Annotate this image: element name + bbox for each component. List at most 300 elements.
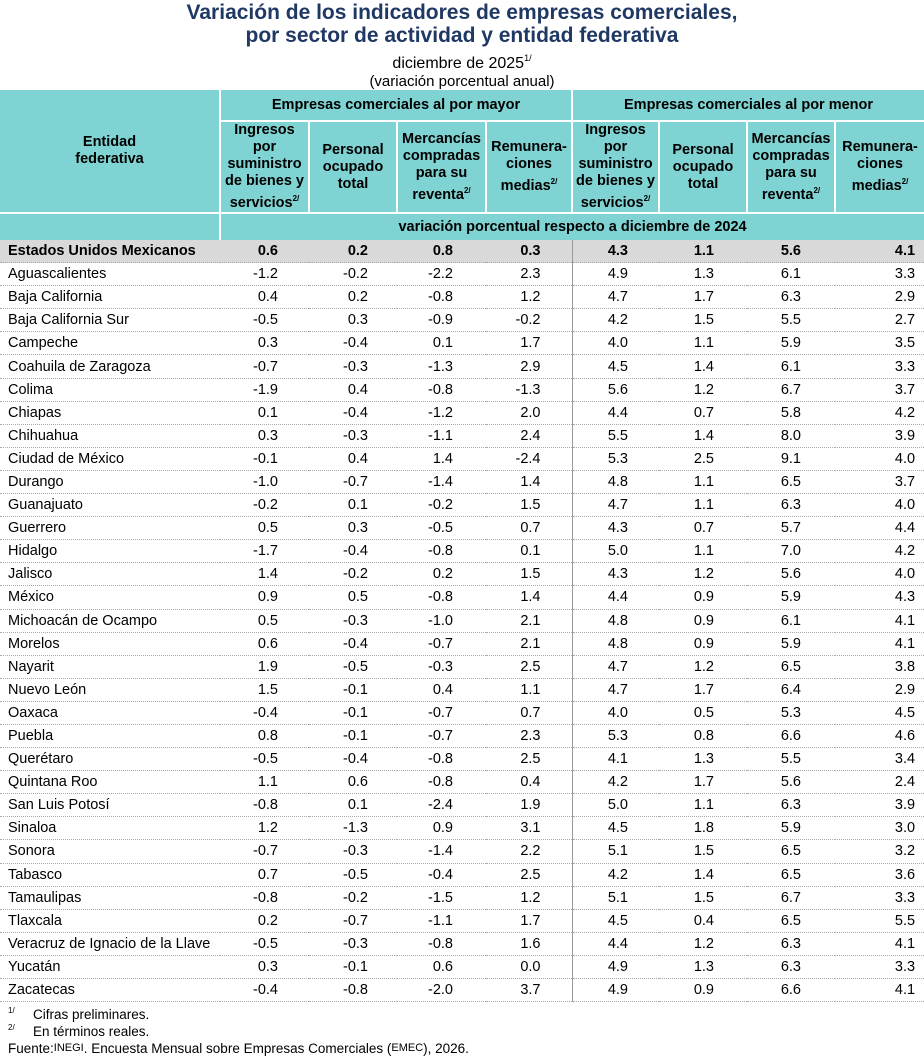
value-cell: 5.3 [572, 724, 659, 747]
value-cell: 0.0 [486, 955, 572, 978]
value-cell: -0.9 [397, 309, 486, 332]
value-cell: 6.1 [747, 609, 835, 632]
value-cell: 1.5 [486, 563, 572, 586]
value-cell: 2.5 [486, 748, 572, 771]
table-row [0, 378, 924, 401]
value-cell: -1.0 [397, 609, 486, 632]
value-cell: 1.7 [486, 909, 572, 932]
value-cell: 2.0 [486, 401, 572, 424]
entity-name: Baja California Sur [0, 309, 220, 332]
value-cell: 0.6 [309, 771, 397, 794]
value-cell: -1.0 [220, 470, 309, 493]
value-cell: 4.1 [572, 748, 659, 771]
value-cell: 5.6 [747, 240, 835, 263]
source-text-b: ), 2026. [423, 1041, 469, 1057]
value-cell: 4.4 [572, 401, 659, 424]
value-cell: 2.1 [486, 632, 572, 655]
value-cell: 0.4 [659, 909, 747, 932]
entity-name: Coahuila de Zaragoza [0, 355, 220, 378]
value-cell: 2.7 [835, 309, 924, 332]
value-cell: 1.1 [659, 240, 747, 263]
value-cell: 4.4 [572, 932, 659, 955]
value-cell: 4.1 [835, 932, 924, 955]
value-cell: 0.2 [397, 563, 486, 586]
value-cell: 0.2 [309, 286, 397, 309]
value-cell: 4.2 [835, 540, 924, 563]
value-cell: 5.5 [747, 309, 835, 332]
value-cell: 6.6 [747, 979, 835, 1002]
value-cell: 5.5 [835, 909, 924, 932]
table-row [0, 401, 924, 424]
value-cell: 0.1 [486, 540, 572, 563]
footnote-1 [8, 1006, 924, 1023]
value-cell: 4.6 [835, 724, 924, 747]
value-cell: 2.5 [486, 655, 572, 678]
entity-name: Guanajuato [0, 494, 220, 517]
value-cell: 4.3 [572, 240, 659, 263]
value-cell: 1.1 [659, 494, 747, 517]
value-cell: -2.4 [397, 794, 486, 817]
table-row [0, 932, 924, 955]
entity-name: Ciudad de México [0, 447, 220, 470]
value-cell: 1.4 [659, 355, 747, 378]
value-cell: 0.2 [309, 240, 397, 263]
value-cell: 5.5 [747, 748, 835, 771]
entity-name: Yucatán [0, 955, 220, 978]
value-cell: -0.8 [220, 794, 309, 817]
value-cell: 0.1 [220, 401, 309, 424]
value-cell: 3.3 [835, 263, 924, 286]
value-cell: 4.1 [835, 979, 924, 1002]
table-row [0, 771, 924, 794]
variation-label: variación porcentual respecto a diciembre de 2024 [220, 213, 924, 240]
value-cell: 7.0 [747, 540, 835, 563]
value-cell: -0.7 [309, 909, 397, 932]
value-cell: 0.9 [659, 979, 747, 1002]
value-cell: -0.4 [220, 979, 309, 1002]
value-cell: 4.2 [835, 401, 924, 424]
source-abbrev: EMEC [391, 1042, 424, 1055]
source-text-a: . Encuesta Mensual sobre Empresas Comerciales ( [83, 1041, 392, 1057]
value-cell: 0.7 [486, 701, 572, 724]
value-cell: 3.9 [835, 424, 924, 447]
value-cell: 6.7 [747, 886, 835, 909]
value-cell: -0.8 [220, 886, 309, 909]
entity-name: Estados Unidos Mexicanos [0, 240, 220, 263]
value-cell: -0.2 [397, 494, 486, 517]
table-row [0, 309, 924, 332]
value-cell: 4.3 [572, 517, 659, 540]
value-cell: 4.5 [572, 909, 659, 932]
value-cell: 2.5 [486, 863, 572, 886]
value-cell: 4.0 [572, 332, 659, 355]
source-note [8, 1040, 924, 1057]
value-cell: 1.7 [659, 678, 747, 701]
value-cell: 0.4 [397, 678, 486, 701]
value-cell: 4.9 [572, 979, 659, 1002]
value-cell: 6.3 [747, 794, 835, 817]
value-cell: 5.9 [747, 632, 835, 655]
value-cell: 3.2 [835, 840, 924, 863]
value-cell: 3.1 [486, 817, 572, 840]
entity-name: Durango [0, 470, 220, 493]
subtitle-text: diciembre de 2025 [392, 55, 525, 72]
value-cell: 3.6 [835, 863, 924, 886]
entity-name: Quintana Roo [0, 771, 220, 794]
col-remuneraciones-mayor: Remunera-ciones medias$^{2/}$ [486, 121, 572, 213]
value-cell: 6.5 [747, 863, 835, 886]
value-cell: -0.4 [309, 401, 397, 424]
table-row [0, 447, 924, 470]
value-cell: 3.3 [835, 955, 924, 978]
value-cell: 0.5 [659, 701, 747, 724]
value-cell: 5.1 [572, 886, 659, 909]
value-cell: -0.8 [397, 286, 486, 309]
value-cell: 0.9 [659, 609, 747, 632]
source-org: INEGI [53, 1042, 84, 1055]
entity-name: Morelos [0, 632, 220, 655]
value-cell: -0.5 [309, 655, 397, 678]
value-cell: 1.2 [659, 655, 747, 678]
value-cell: 4.5 [572, 355, 659, 378]
value-cell: 1.4 [220, 563, 309, 586]
value-cell: 6.3 [747, 932, 835, 955]
value-cell: 1.4 [659, 424, 747, 447]
value-cell: 4.9 [572, 955, 659, 978]
value-cell: 1.2 [659, 932, 747, 955]
value-cell: 6.4 [747, 678, 835, 701]
value-cell: 1.2 [486, 886, 572, 909]
entity-name: Hidalgo [0, 540, 220, 563]
value-cell: 2.4 [486, 424, 572, 447]
col-remuneraciones-menor: Remunera-ciones medias$^{2/}$ [835, 121, 924, 213]
value-cell: 6.6 [747, 724, 835, 747]
value-cell: 4.0 [835, 563, 924, 586]
value-cell: 0.9 [659, 586, 747, 609]
value-cell: 6.1 [747, 263, 835, 286]
value-cell: -0.4 [309, 748, 397, 771]
value-cell: 5.6 [747, 563, 835, 586]
value-cell: -0.3 [309, 932, 397, 955]
table-row [0, 586, 924, 609]
value-cell: 6.5 [747, 840, 835, 863]
value-cell: 4.7 [572, 678, 659, 701]
value-cell: -0.2 [309, 563, 397, 586]
value-cell: 3.3 [835, 355, 924, 378]
value-cell: 0.2 [220, 909, 309, 932]
value-cell: 6.3 [747, 494, 835, 517]
value-cell: -0.2 [309, 886, 397, 909]
table-row [0, 794, 924, 817]
value-cell: 1.2 [486, 286, 572, 309]
value-cell: -0.4 [397, 863, 486, 886]
value-cell: 1.7 [486, 332, 572, 355]
value-cell: 0.3 [220, 955, 309, 978]
value-cell: 4.8 [572, 632, 659, 655]
value-cell: 1.3 [659, 748, 747, 771]
value-cell: 4.3 [572, 563, 659, 586]
table-row [0, 332, 924, 355]
value-cell: 4.0 [835, 494, 924, 517]
table-row [0, 632, 924, 655]
value-cell: -0.8 [397, 748, 486, 771]
table-row [0, 863, 924, 886]
entity-name: Nayarit [0, 655, 220, 678]
value-cell: -2.0 [397, 979, 486, 1002]
value-cell: 0.5 [309, 586, 397, 609]
value-cell: 1.5 [659, 840, 747, 863]
value-cell: 3.9 [835, 794, 924, 817]
value-cell: 4.7 [572, 286, 659, 309]
entity-name: Querétaro [0, 748, 220, 771]
col-mercancias-mayor: Mercancías compradas para su reventa$^{2/}$ [397, 121, 486, 213]
value-cell: -0.7 [397, 701, 486, 724]
value-cell: 5.3 [747, 701, 835, 724]
table-row [0, 979, 924, 1002]
value-cell: 1.2 [659, 378, 747, 401]
value-cell: -0.7 [397, 724, 486, 747]
value-cell: 0.3 [309, 309, 397, 332]
footnotes [0, 1006, 924, 1057]
col-mercancias-menor: Mercancías compradas para su reventa$^{2/}$ [747, 121, 835, 213]
table-row [0, 840, 924, 863]
value-cell: 2.2 [486, 840, 572, 863]
value-cell: 5.0 [572, 794, 659, 817]
value-cell: -0.5 [220, 748, 309, 771]
value-cell: -2.4 [486, 447, 572, 470]
value-cell: 0.5 [220, 609, 309, 632]
value-cell: -0.5 [220, 309, 309, 332]
value-cell: 5.1 [572, 840, 659, 863]
value-cell: 3.7 [486, 979, 572, 1002]
value-cell: -2.2 [397, 263, 486, 286]
entity-column-header: Entidad federativa [0, 90, 220, 213]
table-body [0, 240, 924, 1002]
value-cell: 4.2 [572, 771, 659, 794]
value-cell: -0.2 [486, 309, 572, 332]
value-cell: 1.3 [659, 955, 747, 978]
value-cell: 4.7 [572, 494, 659, 517]
value-cell: -1.2 [220, 263, 309, 286]
value-cell: 4.1 [835, 632, 924, 655]
entity-name: Baja California [0, 286, 220, 309]
value-cell: 4.1 [835, 609, 924, 632]
value-cell: 4.5 [572, 817, 659, 840]
value-cell: 8.0 [747, 424, 835, 447]
footnote-2-text: En términos reales. [33, 1024, 150, 1040]
value-cell: -0.4 [309, 540, 397, 563]
value-cell: 0.3 [220, 424, 309, 447]
value-cell: 0.4 [486, 771, 572, 794]
value-cell: -0.7 [309, 470, 397, 493]
value-cell: -0.1 [309, 701, 397, 724]
subtitle-note-mark: 1/ [524, 53, 532, 63]
value-cell: 0.9 [397, 817, 486, 840]
value-cell: 2.3 [486, 724, 572, 747]
value-cell: -0.3 [309, 609, 397, 632]
value-cell: 4.0 [572, 701, 659, 724]
entity-name: Aguascalientes [0, 263, 220, 286]
value-cell: 1.7 [659, 286, 747, 309]
value-cell: -0.1 [309, 724, 397, 747]
value-cell: 0.5 [220, 517, 309, 540]
value-cell: -0.8 [397, 586, 486, 609]
footnote-1-mark: 1/ [8, 1006, 15, 1016]
entity-name: Nuevo León [0, 678, 220, 701]
value-cell: -0.1 [309, 678, 397, 701]
group-header-menor: Empresas comerciales al por menor [572, 90, 924, 121]
value-cell: -0.8 [397, 540, 486, 563]
footnote-2 [8, 1023, 924, 1040]
value-cell: 0.1 [309, 494, 397, 517]
value-cell: -0.3 [309, 355, 397, 378]
value-cell: 2.1 [486, 609, 572, 632]
table-row [0, 748, 924, 771]
value-cell: -0.5 [309, 863, 397, 886]
table-row [0, 540, 924, 563]
table-row [0, 724, 924, 747]
table-row [0, 563, 924, 586]
entity-name: Sonora [0, 840, 220, 863]
value-cell: 0.1 [397, 332, 486, 355]
page-subtitle [0, 49, 924, 73]
title-block [0, 0, 924, 90]
table-row [0, 517, 924, 540]
value-cell: 0.8 [397, 240, 486, 263]
value-cell: 1.9 [486, 794, 572, 817]
value-cell: -0.4 [309, 632, 397, 655]
value-cell: 2.5 [659, 447, 747, 470]
group-header-mayor: Empresas comerciales al por mayor [220, 90, 572, 121]
value-cell: 3.7 [835, 470, 924, 493]
table-row [0, 263, 924, 286]
value-cell: 4.2 [572, 309, 659, 332]
value-cell: 4.5 [835, 701, 924, 724]
entity-name: Sinaloa [0, 817, 220, 840]
value-cell: 1.1 [659, 540, 747, 563]
value-cell: -0.8 [397, 378, 486, 401]
value-cell: -0.4 [309, 332, 397, 355]
entity-name: Guerrero [0, 517, 220, 540]
value-cell: 1.9 [220, 655, 309, 678]
value-cell: 3.3 [835, 886, 924, 909]
value-cell: 0.7 [659, 517, 747, 540]
entity-name: Zacatecas [0, 979, 220, 1002]
value-cell: 1.1 [659, 470, 747, 493]
value-cell: 1.5 [659, 886, 747, 909]
value-cell: 4.0 [835, 447, 924, 470]
value-cell: -0.7 [397, 632, 486, 655]
entity-name: Michoacán de Ocampo [0, 609, 220, 632]
value-cell: -0.1 [220, 447, 309, 470]
value-cell: -1.3 [309, 817, 397, 840]
entity-name: Chiapas [0, 401, 220, 424]
table-row [0, 470, 924, 493]
value-cell: -1.1 [397, 909, 486, 932]
entity-name: Puebla [0, 724, 220, 747]
value-cell: 5.5 [572, 424, 659, 447]
entity-name: Campeche [0, 332, 220, 355]
col-ingresos-mayor: Ingresos por suministro de bienes y servicios$^{2/}$ [220, 121, 309, 213]
value-cell: 6.3 [747, 955, 835, 978]
value-cell: 3.7 [835, 378, 924, 401]
value-cell: -0.5 [220, 932, 309, 955]
value-cell: -1.1 [397, 424, 486, 447]
value-cell: 4.7 [572, 655, 659, 678]
value-cell: 0.6 [220, 632, 309, 655]
value-cell: 1.5 [659, 309, 747, 332]
value-cell: -0.2 [309, 263, 397, 286]
variation-spacer [0, 213, 220, 240]
value-cell: 3.5 [835, 332, 924, 355]
entity-name: Oaxaca [0, 701, 220, 724]
value-cell: 1.1 [486, 678, 572, 701]
value-cell: 1.6 [486, 932, 572, 955]
value-cell: -0.3 [309, 840, 397, 863]
value-cell: 5.3 [572, 447, 659, 470]
value-cell: 1.5 [486, 494, 572, 517]
value-cell: 4.8 [572, 470, 659, 493]
value-cell: 4.3 [835, 586, 924, 609]
value-cell: 5.0 [572, 540, 659, 563]
value-cell: 0.4 [309, 378, 397, 401]
value-cell: 4.9 [572, 263, 659, 286]
table-row [0, 701, 924, 724]
value-cell: 2.9 [835, 678, 924, 701]
table-row [0, 286, 924, 309]
value-cell: 6.5 [747, 909, 835, 932]
table-row [0, 494, 924, 517]
value-cell: -0.8 [309, 979, 397, 1002]
table-row [0, 424, 924, 447]
page-title-line-2: por sector de actividad y entidad federativa [245, 24, 679, 47]
value-cell: 1.2 [659, 563, 747, 586]
value-cell: 1.5 [220, 678, 309, 701]
value-cell: 6.5 [747, 655, 835, 678]
value-cell: -0.2 [220, 494, 309, 517]
value-cell: 5.7 [747, 517, 835, 540]
value-cell: 4.4 [835, 517, 924, 540]
value-cell: 6.1 [747, 355, 835, 378]
value-cell: -1.7 [220, 540, 309, 563]
value-cell: 0.6 [220, 240, 309, 263]
value-cell: 0.7 [486, 517, 572, 540]
value-cell: -0.3 [397, 655, 486, 678]
value-cell: 0.9 [659, 632, 747, 655]
entity-name: Tamaulipas [0, 886, 220, 909]
value-cell: 1.2 [220, 817, 309, 840]
value-cell: 1.4 [486, 470, 572, 493]
value-cell: 1.8 [659, 817, 747, 840]
value-cell: 0.3 [309, 517, 397, 540]
entity-name: México [0, 586, 220, 609]
entity-name: Colima [0, 378, 220, 401]
footnote-2-mark: 2/ [8, 1023, 15, 1033]
value-cell: -1.5 [397, 886, 486, 909]
value-cell: 9.1 [747, 447, 835, 470]
value-cell: 0.7 [659, 401, 747, 424]
value-cell: 5.9 [747, 817, 835, 840]
value-cell: 0.7 [220, 863, 309, 886]
table-row [0, 655, 924, 678]
table-row [0, 955, 924, 978]
value-cell: -1.3 [397, 355, 486, 378]
value-cell: -1.3 [486, 378, 572, 401]
value-cell: 1.7 [659, 771, 747, 794]
footnote-1-text: Cifras preliminares. [33, 1007, 150, 1023]
entity-name: Jalisco [0, 563, 220, 586]
value-cell: 1.1 [659, 794, 747, 817]
